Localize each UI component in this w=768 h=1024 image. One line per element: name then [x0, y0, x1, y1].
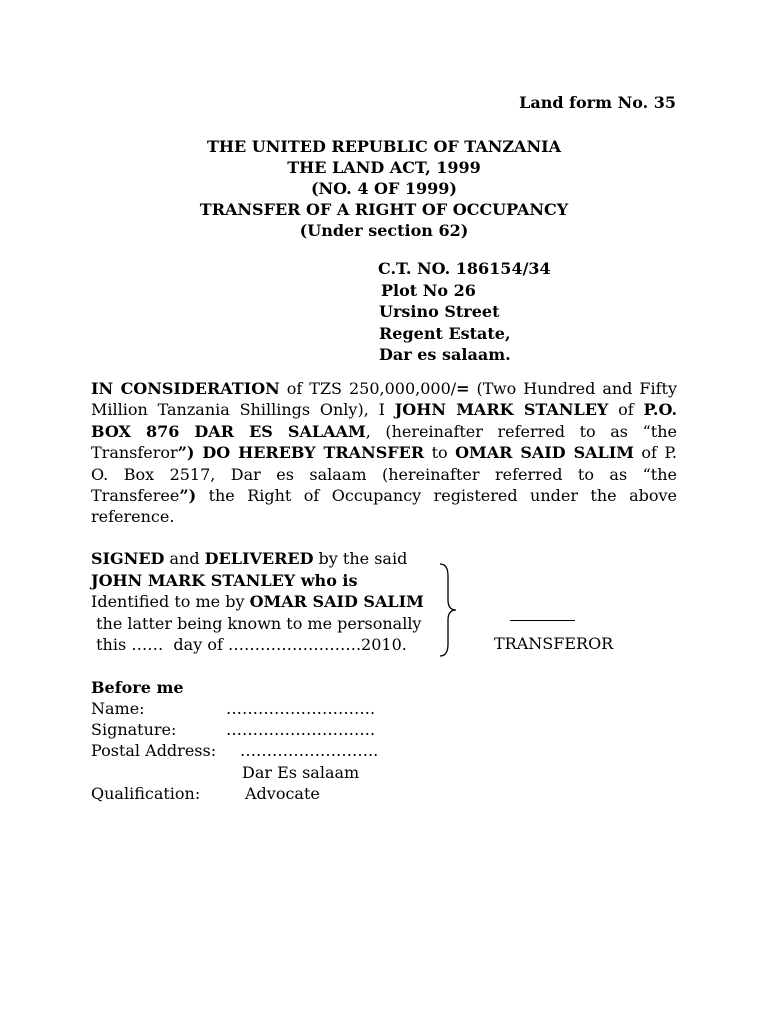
delivered-word: DELIVERED	[204, 549, 314, 568]
clause-close-quote: ”)	[179, 486, 197, 506]
date-line: this …… day of …………………….2010.	[91, 635, 407, 654]
header-title: TRANSFER OF A RIGHT OF OCCUPANCY	[199, 200, 569, 219]
before-me-heading: Before me	[91, 678, 184, 697]
property-reference	[378, 258, 551, 366]
clause-of: of	[608, 400, 644, 420]
estate: Regent Estate,	[379, 323, 511, 343]
identifier-name: OMAR SAID SALIM	[249, 592, 424, 611]
known-line: the latter being known to me personally	[91, 613, 422, 633]
postal-address-city: Dar Es salaam	[242, 763, 360, 782]
transferor-signature-line	[510, 620, 575, 621]
signed-line	[91, 548, 424, 570]
header-republic: THE UNITED REPUBLIC OF TANZANIA	[207, 137, 561, 156]
header-act-number: (NO. 4 OF 1999)	[310, 179, 457, 198]
street: Ursino Street	[379, 302, 500, 321]
clause-equals: =	[456, 379, 470, 398]
identified-line	[91, 591, 424, 613]
signature-label: Signature:	[91, 720, 177, 739]
identified-text: Identified to me by	[91, 592, 250, 611]
ct-number: C.T. NO. 186154/34	[378, 259, 551, 278]
clause-amount: of TZS 250,000,000/	[279, 379, 457, 398]
clause-transferee-address: of P. O. Box 2517, Dar es salaam (hereinafter referred to as “the Transferee	[91, 443, 677, 506]
qualification-label: Qualification:	[91, 784, 201, 803]
qualification-value: Advocate	[245, 784, 320, 803]
postal-address-value: ……………………..	[240, 741, 379, 760]
signature-value: ……………………….	[226, 720, 376, 739]
clause-consideration: IN CONSIDERATION	[91, 379, 280, 398]
header-act: THE LAND ACT, 1999	[287, 158, 481, 177]
clause-transfer: ”) DO HEREBY TRANSFER	[177, 443, 425, 463]
clause-end: the Right of Occupancy registered under the above reference.	[91, 486, 677, 527]
transferor-label: TRANSFEROR	[494, 634, 614, 653]
transfer-clause	[91, 378, 677, 528]
signatory-name: JOHN MARK STANLEY who is	[91, 570, 358, 590]
and-word: and	[164, 549, 205, 568]
clause-transferor-name: JOHN MARK STANLEY	[394, 400, 609, 420]
clause-to: to	[424, 443, 456, 463]
city: Dar es salaam.	[379, 345, 511, 364]
form-number: Land form No. 35	[519, 93, 676, 112]
brace-symbol	[436, 562, 460, 658]
clause-transferee-name: OMAR SAID SALIM	[455, 443, 634, 463]
by-the-said: by the said	[313, 549, 408, 568]
plot-number: Plot No 26	[381, 280, 476, 300]
name-value: ……………………….	[226, 699, 376, 718]
name-label: Name:	[91, 699, 145, 718]
clause-transferor-ref: , (hereinafter referred to as “the Transferor	[91, 421, 677, 463]
postal-address-label: Postal Address:	[91, 741, 217, 760]
header-section: (Under section 62)	[299, 221, 469, 240]
signing-block	[91, 548, 424, 656]
signed-word: SIGNED	[91, 549, 165, 568]
clause-transferor-address: P.O. BOX 876 DAR ES SALAAM	[91, 400, 678, 441]
clause-amount-words: (Two Hundred and Fifty Million Tanzania Shillings Only), I	[91, 379, 677, 420]
